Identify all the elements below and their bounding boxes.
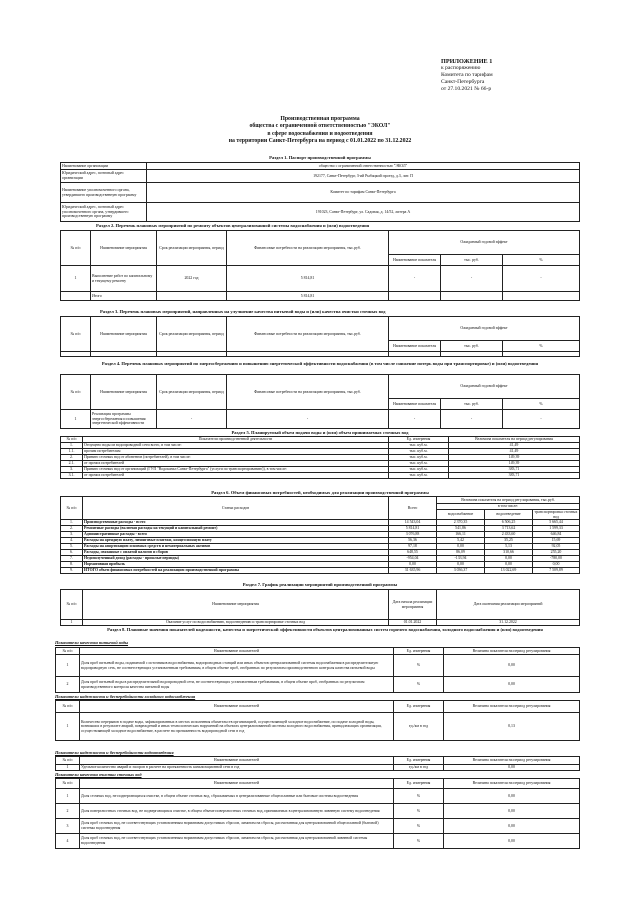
table-row [61, 266, 580, 292]
table-row [61, 568, 580, 574]
section-2-heading: Раздел 2. Перечень плановых мероприятий по ремонту объектов централизованной системы водоснабжения и (или) водоотведения [96, 223, 370, 228]
table-row [56, 765, 580, 771]
repair-table [60, 230, 580, 301]
cell: 6. [61, 550, 83, 556]
table-row [61, 473, 580, 479]
cell: 1 [56, 789, 80, 804]
cell: % [394, 834, 444, 849]
water-quality-table [55, 647, 580, 693]
header-cell: № п/п [56, 779, 80, 789]
section-7-heading: Раздел 7. График реализации мероприятий производственной программы [242, 582, 398, 587]
subsection-heading: Показатели надежности и бесперебойности холодного водоснабжения [55, 694, 196, 699]
cell: Принято сточных вод от абонентов (потребителей), в том числе: [83, 455, 389, 461]
appendix-line: от 27.10.2021 № 66-р [441, 86, 492, 92]
header-cell: Наименование мероприятия [91, 231, 157, 266]
section-8-heading: Раздел 8. Плановые значения показателей надежности, качества и энергетической эффективности объектов централизованных систем горячего водоснабжения, холодного водоснабжения и (или) водоотведения [107, 627, 543, 632]
cell [91, 352, 157, 357]
table-row [56, 648, 580, 655]
section-1-heading: Раздел 1. Паспорт производственной программы [269, 155, 371, 160]
cell: ед./км в год [394, 713, 444, 741]
cell: 0,00 [444, 804, 580, 819]
cell: общество с ограниченной ответственностью "ЭКОЛ" [147, 163, 580, 170]
cell: Доля проб сточных вод, не соответствующих установленным нормативам допустимых сбросов, лимитам на сбросы, рассчитанная для централизованной общесплавной (бытовой) системы водоотведения [80, 819, 394, 834]
cell: 383,71 [449, 473, 580, 479]
header-cell: № п/п [56, 701, 80, 713]
cell: 0,00 [444, 677, 580, 693]
cell: Расходы на амортизацию основных средств и нематериальных активов [83, 544, 389, 550]
subsection-heading: Показатели надежности и бесперебойности водоотведения [55, 750, 174, 755]
header-cell: Наименование мероприятия [83, 590, 389, 620]
cell: Удельное количество аварий и засоров в расчете на протяженность канализационной сети в год [80, 765, 394, 771]
cell: 0,00 [437, 562, 485, 568]
cell: - [441, 410, 503, 429]
table-row [61, 292, 580, 301]
title-line: в сфере водоснабжения и водоотведения [267, 130, 373, 137]
section-4-heading: Раздел 4. Перечень плановых мероприятий по энергосбережению и повышению энергетической эффективности водоснабжения (в том числе снижение потерь воды при транспортировке) и (или) водоотведения [101, 361, 539, 366]
cell: Расходы, связанные с оплатой налогов и сборов [83, 550, 389, 556]
header-cell: Величина показателя на период регулирования [444, 701, 580, 713]
table-row [61, 203, 580, 222]
cell: 5. [61, 544, 83, 550]
table-row [56, 713, 580, 741]
cell: 56,36 [389, 538, 437, 544]
cell: Итого [91, 292, 157, 301]
cell [441, 352, 503, 357]
header-cell: Величина показателя на период регулирования [449, 437, 580, 443]
cell: 2 433,60 [485, 532, 533, 538]
header-cell: Ожидаемый годовой эффект [389, 375, 580, 399]
cell [157, 292, 227, 301]
cell: - [503, 410, 580, 429]
cell: 5,13 [485, 544, 533, 550]
cell: 2.1. [61, 461, 83, 467]
cell: Доля проб питьевой воды в распределительной водопроводной сети, не соответствующих установленным требованиям, в общем объеме проб, отобранных по результатам производственного контроля качества питьевой воды [80, 677, 394, 693]
cell: 0,00 [444, 819, 580, 834]
cell [389, 352, 441, 357]
header-cell: № п/п [61, 375, 91, 410]
cell: 1 [56, 765, 80, 771]
header-cell: Наименование показателей [80, 757, 394, 765]
header-cell: Дата начала реализации мероприятия [389, 590, 437, 620]
table-row [56, 819, 580, 834]
cell: 92,05 [533, 544, 580, 550]
header-cell: Наименование показателей [80, 701, 394, 713]
cell: 166,11 [437, 532, 485, 538]
cell: 2. [61, 526, 83, 532]
cell: 3 036,37 [437, 568, 485, 574]
header-cell: № п/п [56, 757, 80, 765]
header-cell: Наименование показателей [80, 779, 394, 789]
cell [157, 352, 227, 357]
cell: 41,49 [449, 443, 580, 449]
cell: 149,39 [449, 455, 580, 461]
cell: Доля проб сточных вод, не соответствующих установленным нормативам допустимых сбросов, лимитам на сбросы, рассчитанная для централизованной ливневой системы водоотведения [80, 834, 394, 849]
quality-table [60, 316, 580, 357]
cell: 383,71 [449, 467, 580, 473]
cell: 01.01.2022 [389, 620, 437, 626]
cell: 3.1. [61, 473, 83, 479]
document-title [120, 116, 520, 146]
cell [389, 292, 441, 301]
cell: Нормативная прибыль [83, 562, 389, 568]
finance-table [60, 496, 580, 574]
cell: 0,00 [533, 562, 580, 568]
header-cell: Наименование показателя [389, 341, 441, 352]
cell: ед./км в год [394, 765, 444, 771]
cell: % [394, 677, 444, 693]
cell: 3. [61, 467, 83, 473]
header-cell: № п/п [61, 231, 91, 266]
cell: 9. [61, 568, 83, 574]
treatment-quality-table [55, 778, 580, 849]
cell: 1 599,33 [533, 526, 580, 532]
cell: 8. [61, 562, 83, 568]
header-cell: тыс. руб. [441, 399, 503, 410]
water-reliability-table [55, 700, 580, 741]
table-row [56, 789, 580, 804]
subsection-heading: Показатели качества очистки сточных вод [55, 772, 142, 777]
cell: Принято сточных вод от организаций (ГУП "Водоканал Санкт-Петербурга" (услуги по транспортированию)), в том числе: [83, 467, 389, 473]
cell: Административные расходы - всего [83, 532, 389, 538]
cell: Доля поверхностных сточных вод, не подвергающихся очистке, в общем объеме поверхностных сточных вод, принимаемых в централизованную ливневую систему водоотведения [80, 804, 394, 819]
cell: 7 509,89 [533, 568, 580, 574]
sewer-reliability-table [55, 756, 580, 771]
cell: Юридический адрес, почтовый адрес уполномоченного органа, утвердившего производственную программу [61, 203, 147, 222]
cell: 0,00 [444, 789, 580, 804]
table-row [61, 170, 580, 183]
cell: 3 713,62 [485, 526, 533, 532]
header-cell: № п/п [61, 497, 83, 520]
header-cell: Статьи расходов [83, 497, 389, 520]
cell: 3. [61, 532, 83, 538]
table-row [56, 834, 580, 849]
cell: 1.1. [61, 449, 83, 455]
cell: 7. [61, 556, 83, 562]
header-cell: Срок реализации мероприятия, период [157, 375, 227, 410]
header-cell: Срок реализации мероприятия, период [157, 231, 227, 266]
cell: 1. [61, 443, 83, 449]
header-cell: водоснабжение [437, 510, 485, 520]
header-cell: Величина показателя на период регулирования [444, 757, 580, 765]
cell: 2022 год [157, 266, 227, 292]
cell: от прочих потребителей [83, 461, 389, 467]
appendix-line: Комитета по тарифам [441, 72, 493, 78]
cell: Доля проб питьевой воды, подаваемой с источников водоснабжения, водопроводных станций или иных объектов централизованной системы водоснабжения в распределительную водопроводную сеть, не соответствующих установленным требованиям, в общем объеме проб, отобранных по результатам производственного контроля качества питьевой воды [80, 655, 394, 677]
cell: 310,66 [485, 550, 533, 556]
cell: 255,20 [533, 550, 580, 556]
table-row [61, 352, 580, 357]
cell [503, 292, 580, 301]
cell: - [227, 410, 389, 429]
header-cell: Ед. измерения [394, 779, 444, 789]
header-cell: Наименование показателя [389, 255, 441, 266]
schedule-table [60, 589, 580, 626]
cell: 0,00 [444, 834, 580, 849]
header-cell: транспортировка сточных вод [534, 510, 578, 519]
cell: - [441, 266, 503, 292]
header-cell: Наименование показателя [389, 399, 441, 410]
cell: 149,39 [449, 461, 580, 467]
header-cell: Показатели производственной деятельности [83, 437, 389, 443]
cell: 0,00 [389, 562, 437, 568]
cell: 14 543,04 [389, 520, 437, 526]
cell: тыс. куб.м. [389, 467, 449, 473]
cell: 1 [56, 655, 80, 677]
cell: 5,42 [437, 538, 485, 544]
cell: 0,13 [444, 713, 580, 741]
header-cell: Величина показателя на период регулирования [444, 648, 580, 655]
cell: 31.12.2022 [437, 620, 580, 626]
cell: 4 [56, 834, 80, 849]
table-row [61, 410, 580, 429]
cell: Ремонтные расходы (включая расходы на текущий и капитальный ремонт) [83, 526, 389, 532]
cell: Отпущено воды из водопроводной сети всего, в том числе: [83, 443, 389, 449]
cell: -954,04 [389, 556, 437, 562]
header-cell: Ожидаемый годовой эффект [389, 231, 580, 255]
cell: от прочих потребителей [83, 473, 389, 479]
cell: Производственные расходы - всего [83, 520, 389, 526]
table-row [61, 231, 580, 255]
cell: Недополученный доход (расходы - прошлые периоды) [83, 556, 389, 562]
header-cell: Ед. измерения [389, 437, 449, 443]
cell: тыс. куб.м. [389, 443, 449, 449]
table-row [61, 317, 580, 341]
header-cell: Ед. измерения [394, 757, 444, 765]
cell [61, 352, 91, 357]
cell: 6 506,25 [485, 520, 533, 526]
header-cell: Ед. измерения [394, 701, 444, 713]
table-row [56, 701, 580, 713]
cell: 0,00 [485, 562, 533, 568]
cell: 1 [56, 713, 80, 741]
header-cell: Всего [389, 497, 437, 520]
cell [227, 352, 389, 357]
header-cell: Наименование показателей [80, 648, 394, 655]
table-row [61, 497, 580, 504]
cell: тыс. куб.м. [389, 473, 449, 479]
header-cell: Дата окончания реализации мероприятий [437, 590, 580, 620]
cell: 2 [56, 804, 80, 819]
header-cell: Величина показателя на период регулирования, тыс.руб. [437, 497, 580, 504]
cell: тыс. куб.м. [389, 455, 449, 461]
cell: прочим потребителям [83, 449, 389, 455]
cell: Юридический адрес, почтовый адрес организации [61, 170, 147, 183]
cell: 86,09 [437, 550, 485, 556]
cell: Доля сточных вод, не подвергающихся очистке, в общем объеме сточных вод, сбрасываемых в централизованные общесплавные или бытовые системы водоотведения [80, 789, 394, 804]
cell: - [157, 410, 227, 429]
cell: Наименование уполномоченного органа, утвердившего производственную программу [61, 183, 147, 203]
header-cell: Финансовые потребности на реализацию мероприятия, тыс.руб. [227, 231, 389, 266]
title-line: Производственная программа [280, 116, 360, 122]
cell: 0,00 [437, 544, 485, 550]
cell: Выполнение работ по капитальному и текущему ремонту [91, 266, 157, 292]
cell: 5 814,81 [227, 266, 389, 292]
cell: 648,55 [389, 550, 437, 556]
cell: % [394, 655, 444, 677]
section-6-heading: Раздел 6. Объем финансовых потребностей, необходимых для реализации производственной программы [211, 490, 429, 495]
cell: 541,86 [437, 526, 485, 532]
cell: % [394, 804, 444, 819]
cell: 13 022,69 [485, 568, 533, 574]
table-row [56, 804, 580, 819]
table-row [56, 757, 580, 765]
header-cell: тыс. руб. [441, 255, 503, 266]
cell: 1. [61, 520, 83, 526]
cell: 15,69 [533, 538, 580, 544]
cell: 35,25 [485, 538, 533, 544]
cell: 2 [56, 677, 80, 693]
cell: 2 370,35 [437, 520, 485, 526]
appendix-block [441, 58, 611, 93]
cell: Расходы на арендную плату, лизинговые платежи, концессионную плату [83, 538, 389, 544]
header-cell: Наименование мероприятия [91, 375, 157, 410]
cell: 0,00 [444, 655, 580, 677]
cell: 1 [61, 620, 83, 626]
table-row [61, 620, 580, 626]
header-cell: Срок реализации мероприятия, период [157, 317, 227, 352]
title-line: общества с ограниченной ответственностью "ЭКОЛ" [249, 123, 391, 130]
subsection-heading: Показатели качества питьевой воды [55, 640, 129, 645]
cell: -133,94 [437, 556, 485, 562]
cell: Реализация программы энергосбережения и повышения энергетической эффективности [91, 410, 157, 429]
table-row [56, 779, 580, 789]
cell: 646,84 [533, 532, 580, 538]
appendix-line: Санкт-Петербурга [441, 79, 485, 85]
cell: 191023, Санкт-Петербург, ул. Садовая, д. 14/52, литера А [147, 203, 580, 222]
cell: 0,00 [444, 765, 580, 771]
table-row [61, 183, 580, 203]
cell: 1 [61, 266, 91, 292]
cell: Количество перерывов в подаче воды, зафиксированных в местах исполнения обязательств организацией, осуществляющей холодное водоснабжение, по подаче холодной воды, возникших в результате аварий, повреждений и иных технологических нарушений на объектах централизованной системы холодного водоснабжения, принадлежащих организации, осуществляющей холодное водоснабжение, в расчете на протяженность водопроводной сети в год [80, 713, 394, 741]
header-cell: в том числе: [437, 504, 580, 510]
cell: Наименование организации [61, 163, 147, 170]
table-row [61, 590, 580, 620]
cell: 3 076,88 [389, 532, 437, 538]
cell: 31 635,96 [389, 568, 437, 574]
appendix-line: ПРИЛОЖЕНИЕ 1 [441, 58, 493, 65]
cell: тыс. куб.м. [389, 449, 449, 455]
header-cell: Наименование мероприятия [91, 317, 157, 352]
title-line: на территории Санкт-Петербурга на период с 01.01.2022 по 31.12.2022 [228, 138, 412, 145]
cell: 41,49 [449, 449, 580, 455]
header-cell: % [503, 399, 580, 410]
header-cell: % [503, 341, 580, 352]
appendix-line: к распоряжению [441, 65, 481, 71]
header-cell: Ожидаемый годовой эффект [389, 317, 580, 341]
cell: % [394, 819, 444, 834]
header-cell: водоотведение [485, 510, 533, 520]
passport-table [60, 162, 580, 222]
cell [61, 292, 91, 301]
section-3-heading: Раздел 3. Перечень плановых мероприятий, направленных на улучшение качества питьевой воды и (или) качества очистки сточных вод [100, 309, 386, 314]
cell: 1 [61, 410, 91, 429]
cell: 2. [61, 455, 83, 461]
header-cell: Финансовые потребности на реализацию мероприятия, тыс.руб. [227, 317, 389, 352]
cell: - [389, 266, 441, 292]
header-cell: № п/п [61, 437, 83, 443]
cell: Комитет по тарифам Санкт-Петербурга [147, 183, 580, 203]
cell: 5 814,81 [389, 526, 437, 532]
section-5-heading: Раздел 5. Планируемый объем подачи воды и (или) объем принимаемых сточных вод [231, 430, 409, 435]
table-row [56, 655, 580, 677]
cell: 5 814,81 [227, 292, 389, 301]
cell: - [503, 266, 580, 292]
cell [441, 292, 503, 301]
cell: % [394, 789, 444, 804]
cell: 97,18 [389, 544, 437, 550]
header-cell: № п/п [61, 317, 91, 352]
table-row [61, 375, 580, 399]
header-cell: тыс. руб. [441, 341, 503, 352]
table-row [61, 163, 580, 170]
cell: 5 665,44 [533, 520, 580, 526]
header-cell: Величина показателя на период регулирования [444, 779, 580, 789]
cell: 192177, Санкт-Петербург, 3-ий Рыбацкий проезд, д.3, лит. П [147, 170, 580, 183]
header-cell: № п/п [56, 648, 80, 655]
cell: ИТОГО объем финансовых потребностей на реализацию производственной программы [83, 568, 389, 574]
cell: - [389, 410, 441, 429]
cell: 3 [56, 819, 80, 834]
volume-table [60, 436, 580, 479]
header-cell: Финансовые потребности на реализацию мероприятия, тыс.руб. [227, 375, 389, 410]
cell: Оказание услуг по водоснабжению, водоотведению и транспортировке сточных вод [83, 620, 389, 626]
cell: 4. [61, 538, 83, 544]
header-cell: % [503, 255, 580, 266]
header-cell: Ед. измерения [394, 648, 444, 655]
cell: -780,00 [533, 556, 580, 562]
table-row [56, 677, 580, 693]
energy-table [60, 374, 580, 429]
cell: тыс. куб.м. [389, 461, 449, 467]
cell: 0,00 [485, 556, 533, 562]
header-cell: № п/п [61, 590, 83, 620]
cell [503, 352, 580, 357]
